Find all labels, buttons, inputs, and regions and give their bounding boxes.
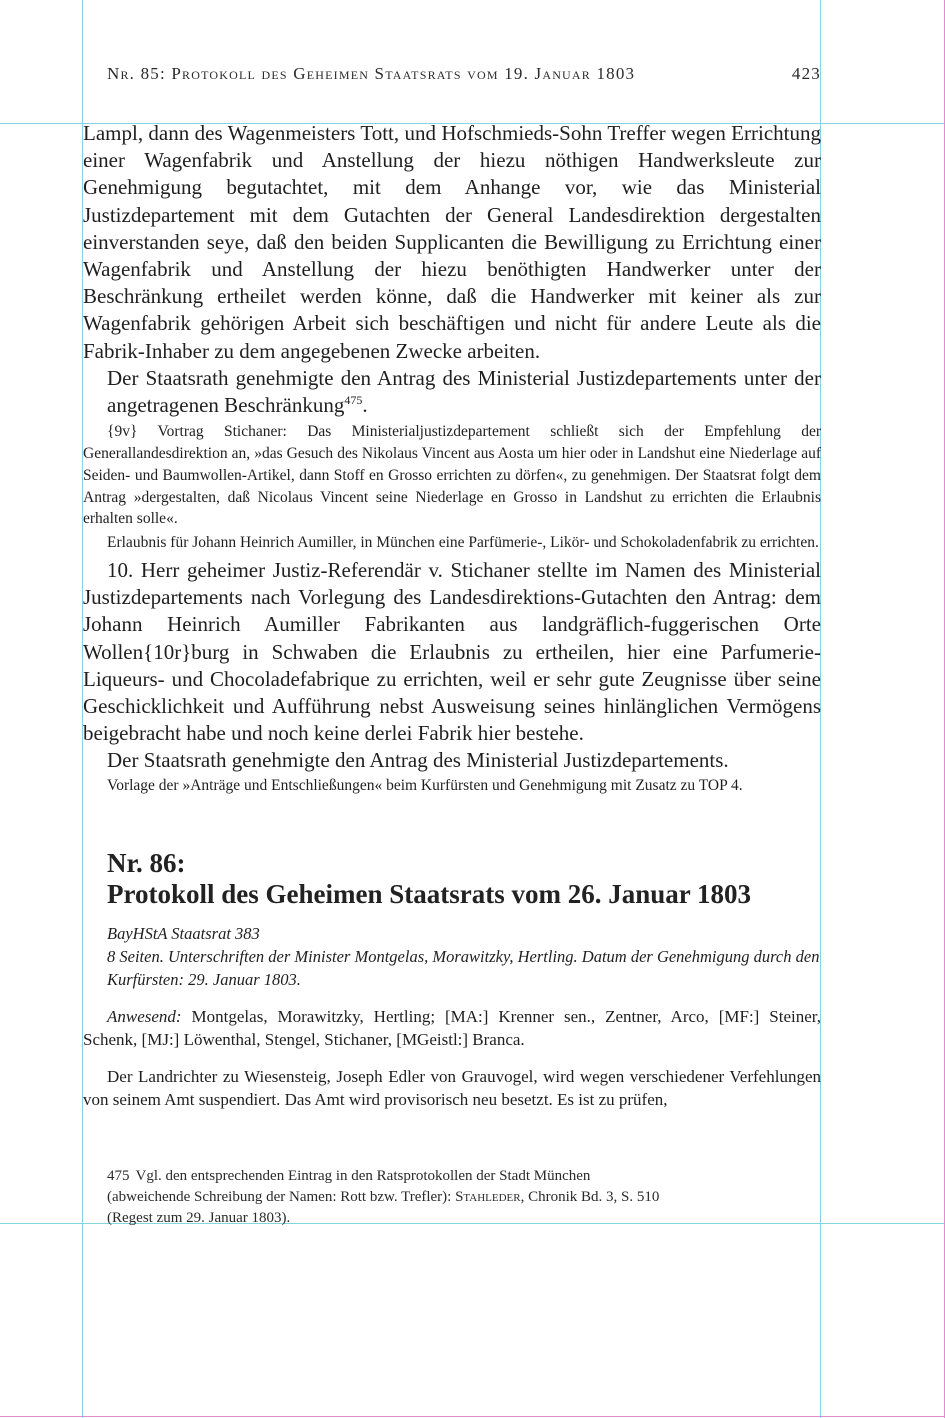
- footnote-author: Stahleder: [455, 1189, 521, 1205]
- section-title: Protokoll des Geheimen Staatsrats vom 26. Januar 1803: [107, 879, 751, 910]
- document-description: 8 Seiten. Unterschriften der Minister Montgelas, Morawitzky, Hertling. Datum der Genehmigung durch den Kurfürsten: 29. Januar 1803.: [107, 947, 820, 990]
- page-number: 423: [791, 64, 821, 83]
- attendance-names: Montgelas, Morawitzky, Hertling; [MA:] Krenner sen., Zentner, Arco, [MF:] Steiner, Schenk, [MJ:] Löwenthal, Stengel, Stichaner, [MGeistl:] Branca.: [83, 1007, 822, 1050]
- summary-aumiller: Erlaubnis für Johann Heinrich Aumiller, in München eine Parfümerie-, Likör- und Schokoladenfabrik zu errichten.: [107, 534, 819, 552]
- paragraph-item-10: 10. Herr geheimer Justiz-Referendär v. Stichaner stellte im Namen des Ministerial Justizdepartements nach Vorlegung des Landesdirektions-Gutachten den Antrag: dem Johann Heinrich Aumiller Fabrikanten aus landgräflich-fuggerischen Orte Wollen{10r}burg in Schwaben die Erlaubnis zu ertheilen, hier eine Parfumerie- Liqueurs- und Chocoladefabrique zu errichten, weil er sehr gute Zeugnisse über seine Geschicklichkeit und Aufführung nebst Ausweisung seines hinlänglichen Vermögens beigebracht habe und noch keine derlei Fabrik hier bestehe.: [83, 558, 821, 746]
- resolution-1-text: Der Staatsrath genehmigte den Antrag des Ministerial Justizdepartements unter der angetragenen Beschränkung: [107, 365, 821, 418]
- running-head-title: Nr. 85: Protokoll des Geheimen Staatsrats vom 19. Januar 1803: [107, 64, 636, 83]
- section-number: Nr. 86:: [107, 848, 186, 879]
- footnote: [107, 1166, 667, 1229]
- footnote-number: 475: [107, 1168, 130, 1184]
- footnote-text: Vgl. den entsprechenden Eintrag in den Ratsprotokollen der Stadt München (abweichende Schreibung der Namen: Rott bzw. Trefler):: [107, 1168, 591, 1205]
- attendance-label: Anwesend:: [107, 1007, 182, 1027]
- section-summary: Der Landrichter zu Wiesensteig, Joseph Edler von Grauvogel, wird wegen verschiedener Verfehlungen von seinem Amt suspendiert. Das Amt wird provisorisch neu besetzt. Es ist zu prüfen,: [83, 1067, 821, 1110]
- footnote-text-end: , Chronik Bd. 3, S. 510 (Regest zum 29. Januar 1803).: [107, 1189, 660, 1226]
- page-edge-bottom: [0, 1416, 945, 1417]
- section-heading: [83, 848, 821, 910]
- resolution-1-end: .: [362, 393, 368, 418]
- summary-vorlage: Vorlage der »Anträge und Entschließungen« beim Kurfürsten und Genehmigung mit Zusatz zu TOP 4.: [107, 776, 743, 794]
- attendance: [83, 1005, 821, 1051]
- paragraph-continued: Lampl, dann des Wagenmeisters Tott, und Hofschmieds-Sohn Treffer wegen Errichtung einer Wagenfabrik und Anstellung der hiezu nöthigen Handwerksleute zur Genehmigung begutachtet, mit dem Anhange vor, wie das Ministerial Justizdepartement mit dem Gutachten der General Landesdirektion dergestalten einverstanden seye, daß den beiden Supplicanten die Bewilligung zu Errichtung einer Wagenfabrik und Anstellung der hiezu benöthigten Handwerker unter der Beschränkung ertheilet werden könne, daß die Handwerker mit keiner als zur Wagenfabrik gehörigen Arbeit sich beschäftigen und nicht für andere Leute als die Fabrik-Inhaber zu dem angegebenen Zwecke arbeiten.: [83, 121, 821, 363]
- paragraph-resolution-1: [83, 365, 821, 419]
- summary-vincent: {9v} Vortrag Stichaner: Das Ministerialjustizdepartement schließt sich der Empfehlung der Generallandesdirektion an, »das Gesuch des Nikolaus Vincent aus Aosta um hier oder in Landshut eine Niederlage auf Seiden- und Baumwollen-Artikel, dann Stoff en Grosso errichten zu dörfen«, zu genehmigen. Der Staatsrat folgt dem Antrag »dergestalten, daß Nicolaus Vincent seine Niederlage en Grosso in Landshut zu errichten die Erlaubnis erhalten solle«.: [83, 423, 821, 528]
- main-text: [83, 120, 821, 1111]
- paragraph-resolution-2: Der Staatsrath genehmigte den Antrag des Ministerial Justizdepartements.: [107, 748, 729, 773]
- archive-reference: BayHStA Staatsrat 383: [107, 924, 260, 944]
- footnote-ref[interactable]: 475: [344, 393, 363, 408]
- source-note: [83, 922, 821, 991]
- running-head: [107, 64, 821, 90]
